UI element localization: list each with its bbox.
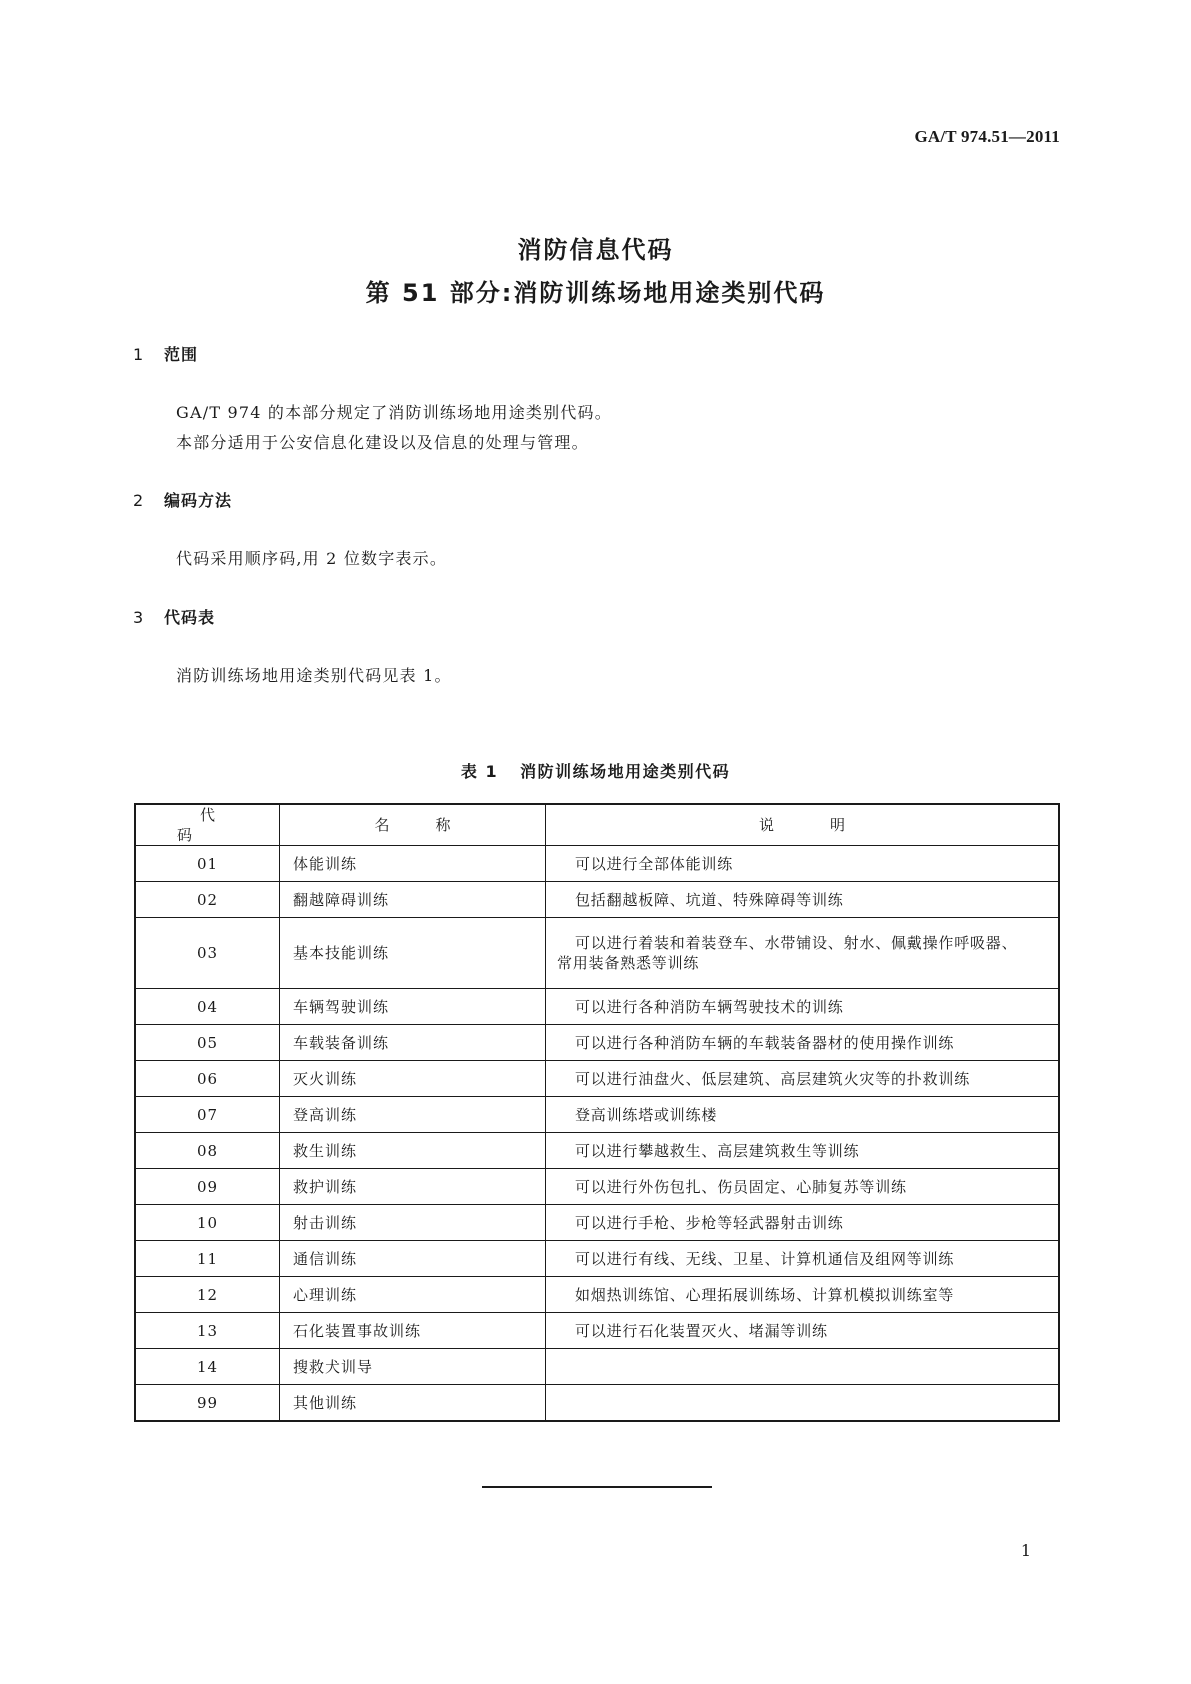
row-description-text: 可以进行全部体能训练 [575,854,734,873]
row-description-text: 可以进行各种消防车辆的车载装备器材的使用操作训练 [575,1033,955,1052]
section-heading-scope [133,342,198,365]
row-description-text: 可以进行石化装置灭火、堵漏等训练 [575,1321,828,1340]
header-name: 名称 [280,804,546,846]
section-title: 编码方法 [164,491,233,510]
code-table [134,803,1060,1422]
row-name: 心理训练 [280,1277,546,1313]
row-code: 03 [135,918,280,989]
row-description-continuation: 常用装备熟悉等训练 [557,954,700,972]
row-name: 搜救犬训导 [280,1349,546,1385]
table-row [135,989,1059,1025]
row-name: 救生训练 [280,1133,546,1169]
table-row [135,1241,1059,1277]
row-code: 09 [135,1169,280,1205]
table-row [135,846,1059,882]
row-description [546,1097,1060,1133]
row-name: 其他训练 [280,1385,546,1422]
row-description-text: 可以进行各种消防车辆驾驶技术的训练 [575,997,844,1016]
table-caption-label: 表 1 [460,762,499,781]
section-title: 代码表 [164,608,216,627]
row-name: 登高训练 [280,1097,546,1133]
row-code: 05 [135,1025,280,1061]
header-description: 说明 [546,804,1060,846]
section-title: 范围 [164,345,199,364]
row-description [546,918,1060,989]
row-description [546,882,1060,918]
row-description [546,846,1060,882]
scope-paragraph-2: 本部分适用于公安信息化建设以及信息的处理与管理。 [176,433,589,452]
header-code: 代码 [135,804,280,846]
row-name: 基本技能训练 [280,918,546,989]
section-heading-coding-method [133,488,232,511]
row-description-text: 登高训练塔或训练楼 [575,1105,718,1124]
code-table-paragraph: 消防训练场地用途类别代码见表 1。 [176,666,452,685]
table-row [135,882,1059,918]
row-description [546,1169,1060,1205]
section-heading-code-table [133,605,215,628]
row-code: 08 [135,1133,280,1169]
row-description [546,1133,1060,1169]
row-code: 14 [135,1349,280,1385]
row-name: 体能训练 [280,846,546,882]
table-row [135,1169,1059,1205]
row-description [546,1349,1060,1385]
row-code: 11 [135,1241,280,1277]
row-description [546,1277,1060,1313]
row-code: 13 [135,1313,280,1349]
document-subtitle: 第 51 部分:消防训练场地用途类别代码 [365,279,826,307]
table-row [135,1385,1059,1422]
row-name: 车辆驾驶训练 [280,989,546,1025]
standard-code: GA/T 974.51—2011 [914,127,1060,146]
table-caption [0,759,1191,782]
row-name: 灭火训练 [280,1061,546,1097]
document-title: 消防信息代码 [517,236,674,264]
row-code: 10 [135,1205,280,1241]
row-name: 通信训练 [280,1241,546,1277]
end-of-document-rule [482,1486,712,1488]
table-row [135,918,1059,989]
row-code: 12 [135,1277,280,1313]
row-description-text: 可以进行有线、无线、卫星、计算机通信及组网等训练 [575,1249,955,1268]
row-name: 射击训练 [280,1205,546,1241]
coding-method-paragraph: 代码采用顺序码,用 2 位数字表示。 [176,549,448,568]
table-row [135,1097,1059,1133]
row-name: 石化装置事故训练 [280,1313,546,1349]
row-name: 救护训练 [280,1169,546,1205]
row-code: 01 [135,846,280,882]
table-row [135,1349,1059,1385]
row-description-text: 可以进行着装和着装登车、水带铺设、射水、佩戴操作呼吸器、 [575,934,1018,952]
row-code: 02 [135,882,280,918]
row-description-text: 如烟热训练馆、心理拓展训练场、计算机模拟训练室等 [575,1285,955,1304]
page-number: 1 [1020,1541,1031,1560]
row-description-text: 可以进行手枪、步枪等轻武器射击训练 [575,1213,844,1232]
row-description [546,1061,1060,1097]
row-description [546,1385,1060,1422]
table-row [135,1133,1059,1169]
table-header-row [135,804,1059,846]
row-code: 07 [135,1097,280,1133]
scope-paragraph-1: GA/T 974 的本部分规定了消防训练场地用途类别代码。 [176,403,612,422]
row-description-text: 包括翻越板障、坑道、特殊障碍等训练 [575,890,844,909]
row-code: 06 [135,1061,280,1097]
section-number: 2 [133,491,145,510]
table-row [135,1277,1059,1313]
row-description-text: 可以进行攀越救生、高层建筑救生等训练 [575,1141,860,1160]
row-description [546,1205,1060,1241]
row-code: 04 [135,989,280,1025]
row-name: 翻越障碍训练 [280,882,546,918]
section-number: 1 [133,345,145,364]
row-description [546,1241,1060,1277]
row-description [546,1025,1060,1061]
table-caption-title: 消防训练场地用途类别代码 [520,762,731,781]
table-row [135,1061,1059,1097]
row-description-text: 可以进行油盘火、低层建筑、高层建筑火灾等的扑救训练 [575,1069,971,1088]
table-row [135,1205,1059,1241]
row-description [546,989,1060,1025]
table-row [135,1025,1059,1061]
row-description-text: 可以进行外伤包扎、伤员固定、心肺复苏等训练 [575,1177,907,1196]
row-name: 车载装备训练 [280,1025,546,1061]
table-row [135,1313,1059,1349]
row-code: 99 [135,1385,280,1422]
section-number: 3 [133,608,145,627]
row-description [546,1313,1060,1349]
